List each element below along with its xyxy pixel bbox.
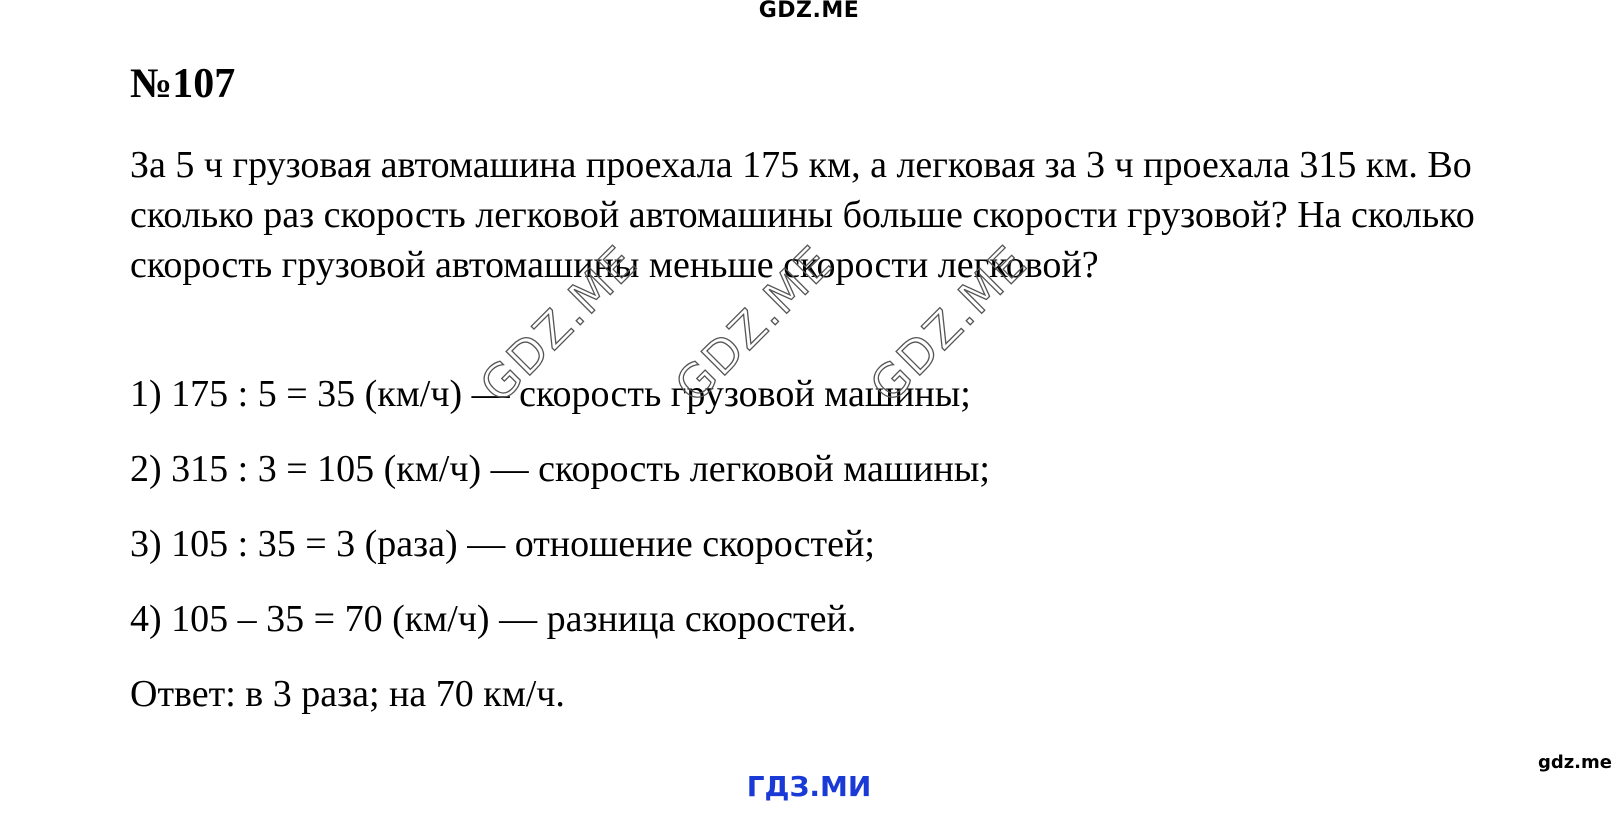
corner-site-mark: gdz.me: [1537, 752, 1612, 773]
problem-number: №107: [130, 61, 236, 107]
site-header-logo[interactable]: GDZ.ME: [758, 0, 860, 23]
watermark-text-1: GDZ.ME: [469, 234, 648, 413]
solution-step-3: 3) 105 : 35 = 3 (раза) — отношение скоростей;: [130, 523, 875, 565]
solution-step-2: 2) 315 : 3 = 105 (км/ч) — скорость легковой машины;: [130, 448, 990, 490]
footer-site-link[interactable]: ГДЗ.МИ: [746, 770, 872, 803]
solution-step-4: 4) 105 – 35 = 70 (км/ч) — разница скоростей.: [130, 598, 857, 640]
problem-statement: За 5 ч грузовая автомашина проехала 175 км, а легковая за 3 ч проехала 315 км. Во сколько раз скорость легковой автомашины больше скорости грузовой? На сколько скорость грузовой автомашины меньше скорости легковой?: [130, 144, 1475, 286]
watermark-text-2: GDZ.ME: [664, 234, 843, 413]
watermark-text-3: GDZ.ME: [859, 234, 1038, 413]
answer-line: Ответ: в 3 раза; на 70 км/ч.: [130, 673, 565, 715]
solution-step-1: 1) 175 : 5 = 35 (км/ч) — скорость грузовой машины;: [130, 373, 971, 415]
